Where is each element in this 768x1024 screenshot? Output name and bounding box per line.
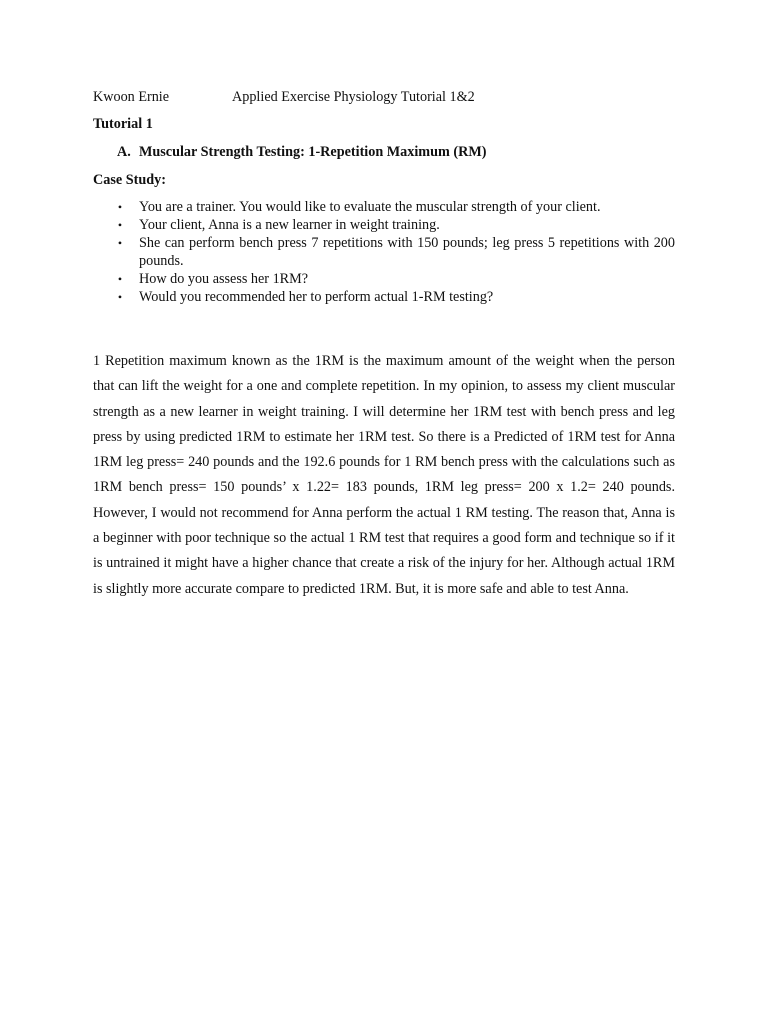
- course-title: Applied Exercise Physiology Tutorial 1&2: [232, 89, 475, 105]
- list-item: [93, 288, 675, 306]
- list-item: [93, 270, 675, 288]
- list-item: [93, 216, 675, 234]
- list-item-text: Your client, Anna is a new learner in weight training.: [139, 217, 440, 233]
- list-item-text: Would you recommended her to perform actual 1-RM testing?: [139, 289, 494, 305]
- list-item-text: You are a trainer. You would like to evaluate the muscular strength of your client.: [139, 199, 601, 215]
- case-study-label: Case Study:: [93, 172, 166, 188]
- section-heading: [117, 142, 486, 162]
- section-marker: A.: [117, 144, 131, 160]
- bullet-icon: •: [117, 218, 123, 232]
- author-name: Kwoon Ernie: [93, 89, 170, 105]
- answer-paragraph: 1 Repetition maximum known as the 1RM is the maximum amount of the weight when the person that can lift the weight for a one and complete repetition. In my opinion, to assess my client muscular strength as a new learner in weight training. I will determine her 1RM test with bench press and leg press by using predicted 1RM to estimate her 1RM test. So there is a Predicted of 1RM test for Anna 1RM leg press= 240 pounds and the 192.6 pounds for 1 RM bench press with the calculations such as 1RM bench press= 150 pounds’ x 1.22= 183 pounds, 1RM leg press= 200 x 1.2= 240 pounds. However, I would not recommend for Anna perform the actual 1 RM testing. The reason that, Anna is a beginner with poor technique so the actual 1 RM test that requires a good form and technique so if it is untrained it might have a higher chance that create a risk of the injury for her. Although actual 1RM is slightly more accurate compare to predicted 1RM. But, it is more safe and able to test Anna.: [93, 353, 675, 597]
- bullet-icon: •: [117, 236, 123, 250]
- bullet-icon: •: [117, 200, 123, 214]
- section-title: Muscular Strength Testing: 1-Repetition Maximum (RM): [139, 144, 487, 160]
- list-item: [93, 198, 675, 216]
- tutorial-title: Tutorial 1: [93, 116, 153, 132]
- case-study-list: [93, 198, 675, 306]
- list-item: [93, 234, 675, 270]
- bullet-icon: •: [117, 272, 123, 286]
- bullet-icon: •: [117, 290, 123, 304]
- list-item-text: How do you assess her 1RM?: [139, 271, 309, 287]
- document-header: [93, 87, 675, 107]
- list-item-text: She can perform bench press 7 repetitions with 150 pounds; leg press 5 repetitions with 200 pounds.: [139, 235, 675, 269]
